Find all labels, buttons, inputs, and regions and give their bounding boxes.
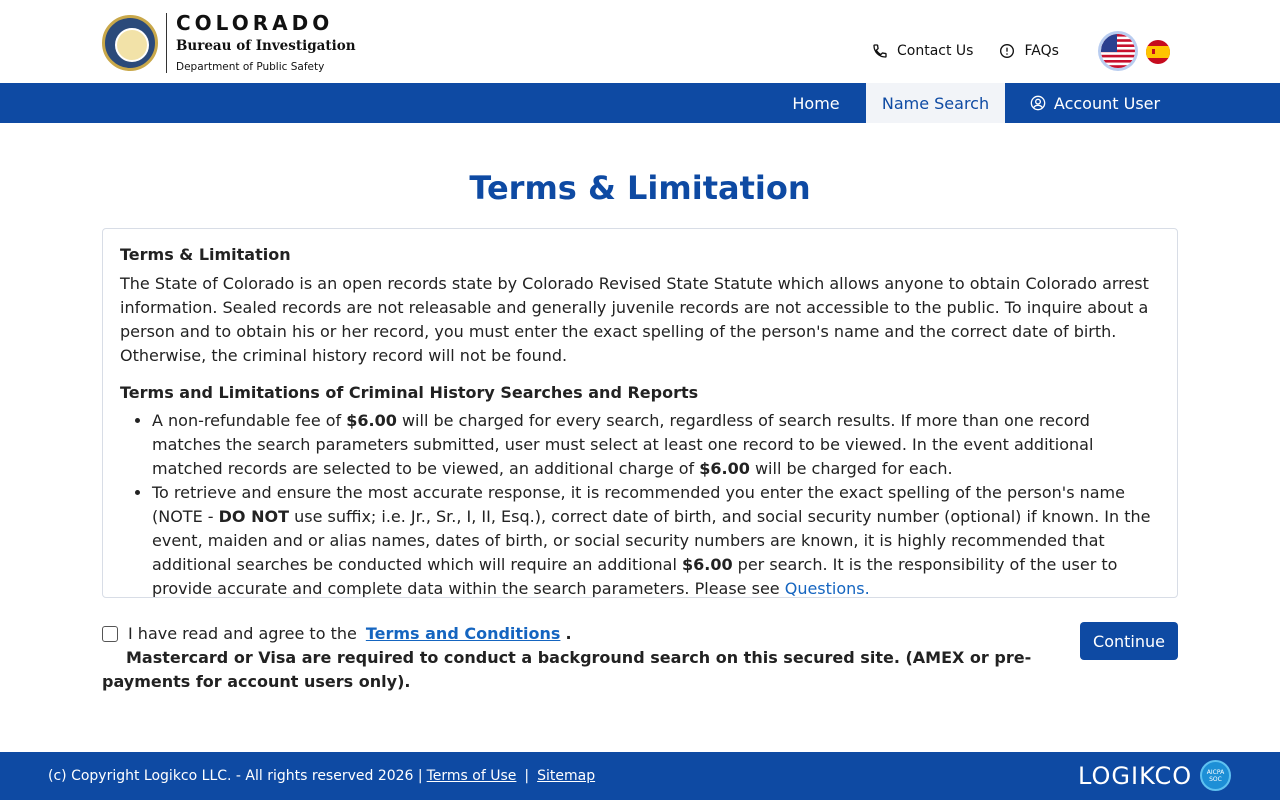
account-user-label: Account User [1053,93,1161,113]
site-header [0,0,1280,83]
cbi-logo[interactable] [102,12,356,74]
list-item [152,409,1160,481]
footer-links [48,752,595,800]
user-circle-icon [1030,95,1046,111]
logo-text [176,12,356,74]
fee-amount: $6.00 [681,555,733,574]
agreement-line [102,622,1062,646]
terms-scroll-box[interactable] [102,228,1178,598]
fee-amount: $6.00 [346,411,397,430]
do-not-emphasis: DO NOT [218,507,289,526]
agree-label: I have read and agree to the [128,624,357,643]
copyright-text: (c) Copyright Logikco LLC. - All rights reserved 2026 | [48,768,423,784]
nav-home[interactable]: Home [792,93,840,113]
item-text: use suffix; i.e. Jr., Sr., I, II, Esq.), correct date of birth, and social security number (optional) if known. In the event, maiden and or alias names, dates of birth, or social security numbers are known, it is highly recommended that additional searches be conducted which will require an additional [152,507,1151,574]
continue-button[interactable]: Continue [1080,622,1178,660]
agreement-section [102,622,1062,694]
item-text: will be charged for every search, regardless of search results. If more than one record matches the search parameters submitted, user must select at least one record to be viewed. In the event additional matched records are selected to be viewed, an additional charge of [152,411,1094,478]
agree-checkbox[interactable] [102,626,118,642]
sitemap-link[interactable]: Sitemap [537,768,596,784]
payment-note: Mastercard or Visa are required to conduct a background search on this secured site. (AMEX or pre-payments for account users only). [102,648,1032,691]
faqs-label: FAQs [1024,43,1059,59]
logo-title: COLORADO [176,11,334,35]
site-footer [0,752,1280,800]
aicpa-soc-badge-icon: AICPA SOC [1200,760,1231,791]
agree-period: . [565,624,572,643]
item-text: A non-refundable fee of [152,411,347,430]
phone-icon [872,43,888,59]
fee-amount: $6.00 [699,459,750,478]
logo-department: Department of Public Safety [176,61,325,73]
item-text: per search. It is the responsibility of the user to provide accurate and complete data within the search parameters. Please see [152,555,1118,598]
logo-subtitle: Bureau of Investigation [176,38,356,54]
nav-name-search[interactable]: Name Search [866,83,1005,123]
state-seal-icon [102,15,158,71]
questions-link[interactable]: Questions. [784,579,870,598]
spain-flag-icon[interactable] [1146,40,1170,64]
item-text: will be charged for each. [749,459,953,478]
terms-and-conditions-link[interactable]: Terms and Conditions [365,624,561,643]
footer-separator: | [524,768,530,784]
alert-circle-icon [999,43,1015,59]
list-item [152,481,1160,598]
logo-divider [166,13,167,73]
terms-subheading: Terms and Limitations of Criminal History Searches and Reports [120,383,699,402]
page-title: Terms & Limitation [469,169,811,207]
faqs-link[interactable] [999,43,1058,59]
nav-account-user[interactable] [1005,83,1185,123]
utility-links [872,34,1059,68]
us-flag-icon[interactable] [1101,34,1135,68]
contact-us-link[interactable] [872,43,973,59]
main-nav [0,83,1280,123]
terms-of-use-link[interactable]: Terms of Use [426,768,517,784]
terms-intro: The State of Colorado is an open records state by Colorado Revised State Statute which allows anyone to obtain Colorado arrest information. Sealed records are not releasable and generally juvenile records are not accessible to the public. To inquire about a person and to obtain his or her record, you must enter the exact spelling of the person's name and the correct date of birth. Otherwise, the criminal history record will not be found. [120,274,1149,365]
terms-list [120,409,1160,598]
logikco-logo[interactable]: LOGIKCO [1078,762,1193,790]
contact-us-label: Contact Us [897,43,974,59]
terms-heading: Terms & Limitation [120,245,291,264]
item-text: To retrieve and ensure the most accurate response, it is recommended you enter the exact spelling of the person's name (NOTE - [152,483,1125,526]
